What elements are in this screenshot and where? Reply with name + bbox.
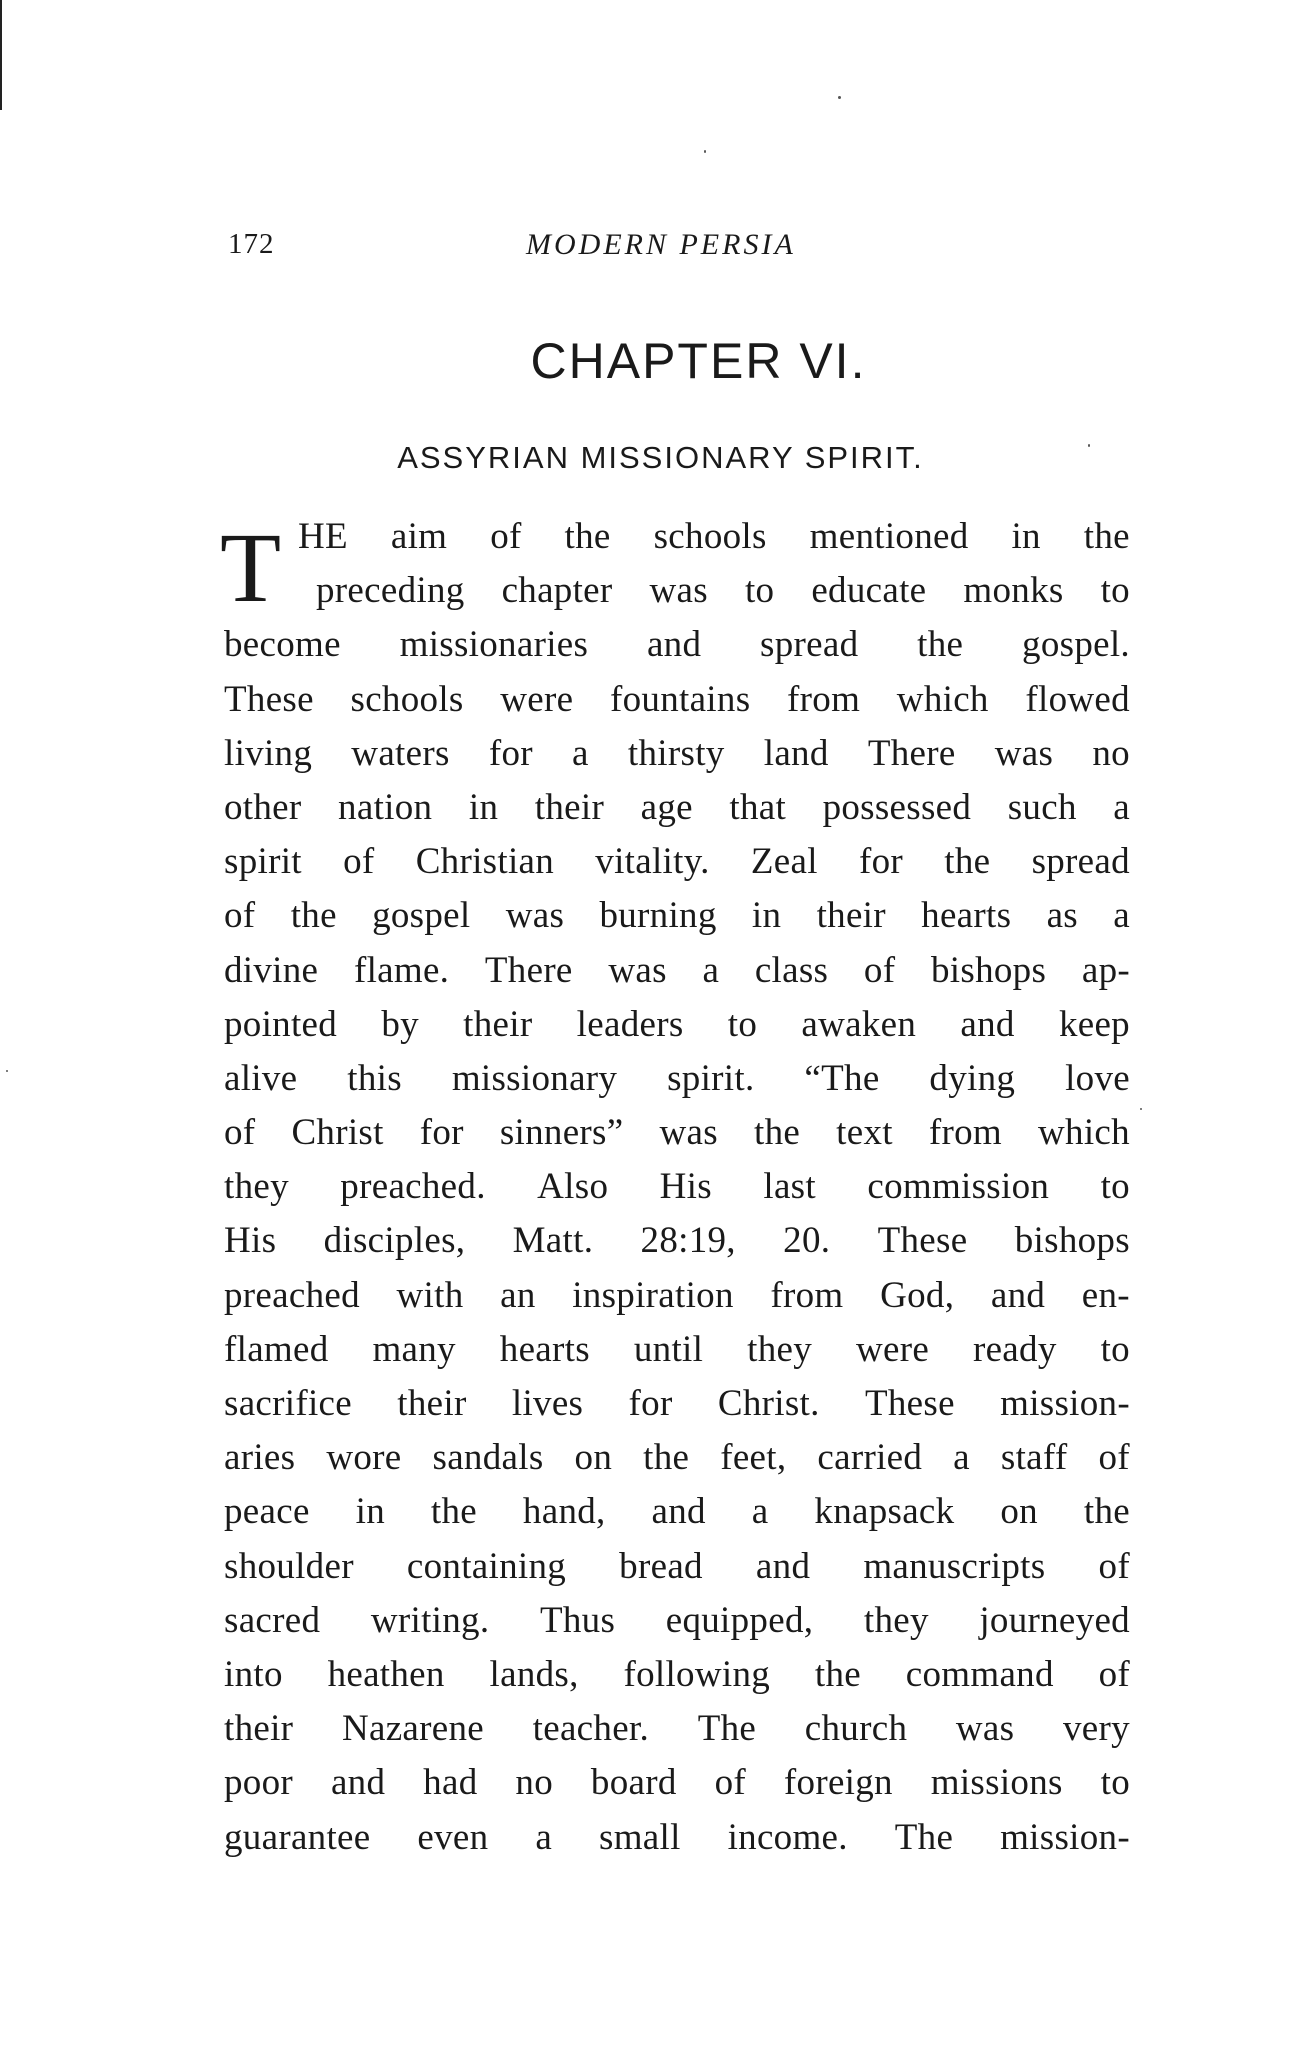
word: divine — [224, 949, 319, 991]
word: other — [224, 786, 302, 828]
word: the — [814, 1653, 861, 1695]
word: small — [599, 1816, 681, 1858]
word: from — [770, 1274, 844, 1316]
text-line — [224, 889, 1130, 943]
word: last — [763, 1166, 816, 1208]
text-line — [224, 1377, 1130, 1431]
word: hearts — [921, 895, 1012, 937]
word: their — [816, 895, 886, 937]
word: bishops — [1014, 1220, 1130, 1262]
word: a — [1113, 786, 1130, 828]
word: was — [608, 949, 667, 991]
word: dying — [929, 1057, 1016, 1099]
word: on — [1000, 1491, 1038, 1533]
word: possessed — [822, 786, 972, 828]
word: of — [1098, 1545, 1130, 1587]
word: their — [224, 1708, 294, 1750]
page-number: 172 — [228, 228, 275, 260]
word: on — [574, 1437, 613, 1479]
word: until — [633, 1328, 704, 1370]
word: monks — [963, 570, 1064, 612]
word: in — [751, 895, 782, 937]
word: heathen — [327, 1653, 445, 1695]
word: to — [1100, 1328, 1130, 1370]
word: very — [1062, 1708, 1130, 1750]
word: staff — [1000, 1437, 1068, 1479]
page-header — [228, 228, 1118, 268]
text-line — [224, 1702, 1130, 1756]
text-line — [224, 1214, 1130, 1268]
word: spread — [760, 624, 859, 666]
text-line — [224, 1756, 1130, 1810]
running-title: MODERN PERSIA — [526, 228, 796, 261]
word: for — [859, 841, 904, 883]
word: with — [396, 1274, 464, 1316]
word: HE — [298, 516, 348, 557]
word: a — [1113, 895, 1130, 937]
word: mission- — [1000, 1383, 1130, 1424]
text-line — [224, 1431, 1130, 1485]
word: guarantee — [224, 1816, 371, 1858]
word: to — [744, 570, 775, 612]
word: feet, — [720, 1437, 787, 1479]
word: living — [224, 732, 313, 774]
word: of — [1098, 1653, 1130, 1695]
word: the — [564, 516, 611, 557]
word: of — [343, 841, 375, 883]
word: spirit — [224, 841, 302, 883]
word: Also — [537, 1166, 609, 1208]
word: gospel. — [1022, 624, 1130, 666]
text-line — [224, 1540, 1130, 1594]
word: These — [864, 1383, 955, 1424]
word: manuscripts — [863, 1545, 1046, 1587]
word: the — [1083, 1491, 1130, 1533]
text-line — [224, 1106, 1130, 1160]
word: There — [867, 732, 956, 774]
word: the — [430, 1491, 478, 1533]
word: no — [1092, 732, 1130, 774]
word: commission — [867, 1166, 1050, 1208]
word: to — [1100, 1166, 1130, 1208]
word: church — [804, 1708, 908, 1750]
word: this — [347, 1057, 402, 1099]
word: The — [697, 1708, 757, 1750]
word: to — [727, 1003, 758, 1045]
word: become — [224, 624, 341, 666]
word: for — [488, 732, 533, 774]
word: sinners” — [499, 1112, 624, 1154]
word: and — [755, 1545, 811, 1587]
text-line — [224, 1811, 1130, 1865]
word: was — [955, 1708, 1015, 1750]
word: was — [649, 570, 708, 612]
word: Christ. — [717, 1383, 820, 1424]
word: and — [960, 1003, 1015, 1045]
word: Zeal — [750, 841, 818, 883]
word: There — [484, 949, 573, 991]
word: a — [702, 949, 720, 991]
word: His — [659, 1166, 712, 1208]
word: the — [1083, 516, 1130, 557]
word: Christian — [415, 841, 555, 883]
word: their — [397, 1383, 467, 1424]
body-text — [220, 510, 1130, 1865]
word: was — [994, 732, 1054, 774]
word: their — [463, 1003, 533, 1045]
word: was — [659, 1112, 718, 1154]
text-line — [224, 618, 1130, 672]
word: which — [896, 678, 989, 720]
text-line — [224, 1323, 1130, 1377]
word: of — [714, 1762, 746, 1804]
word: were — [855, 1328, 930, 1370]
word: command — [905, 1653, 1054, 1695]
word: preceding — [316, 570, 465, 612]
word: land — [763, 732, 829, 774]
word: Christ — [291, 1112, 384, 1154]
word: an — [500, 1274, 536, 1316]
word: spread — [1031, 841, 1130, 883]
text-line — [224, 673, 1130, 727]
word: many — [372, 1328, 456, 1370]
word: the — [643, 1437, 690, 1479]
text-line — [224, 1594, 1130, 1648]
word: a — [535, 1816, 553, 1858]
word: mission- — [1000, 1816, 1130, 1858]
word: leaders — [576, 1003, 684, 1045]
text-line — [224, 564, 1130, 618]
word: into — [224, 1653, 283, 1695]
word: mentioned — [809, 516, 969, 557]
word: the — [754, 1112, 801, 1154]
word: from — [928, 1112, 1002, 1154]
scan-speck — [704, 150, 706, 153]
word: they — [224, 1166, 289, 1208]
word: pointed — [224, 1003, 338, 1045]
word: following — [623, 1653, 771, 1695]
word: of — [224, 895, 256, 937]
word: keep — [1058, 1003, 1130, 1045]
word: teacher. — [532, 1708, 650, 1750]
word: was — [505, 895, 565, 937]
word: knapsack — [814, 1491, 955, 1533]
word: the — [290, 895, 337, 937]
word: love — [1065, 1057, 1130, 1099]
word: the — [917, 624, 964, 666]
word: ap- — [1081, 949, 1130, 991]
word: peace — [224, 1491, 310, 1533]
word: a — [751, 1491, 769, 1533]
word: that — [729, 786, 787, 828]
word: bishops — [931, 949, 1047, 991]
word: to — [1100, 1762, 1130, 1804]
drop-cap: T — [220, 512, 282, 623]
text-line — [224, 1269, 1130, 1323]
scan-speck — [6, 1070, 8, 1072]
word: His — [224, 1220, 277, 1262]
word: containing — [406, 1545, 567, 1587]
text-line — [224, 781, 1130, 835]
word: even — [417, 1816, 489, 1858]
word: which — [1038, 1112, 1130, 1154]
word: income. — [727, 1816, 848, 1858]
word: missionaries — [399, 624, 589, 666]
word: thirsty — [627, 732, 725, 774]
word: alive — [224, 1057, 298, 1099]
text-line — [224, 944, 1130, 998]
word: missionary — [451, 1057, 618, 1099]
word: chapter — [501, 570, 613, 612]
word: and — [330, 1762, 386, 1804]
word: Nazarene — [341, 1708, 485, 1750]
chapter-subtitle: ASSYRIAN MISSIONARY SPIRIT. — [397, 440, 924, 475]
word: in — [1011, 516, 1041, 557]
word: disciples, — [323, 1220, 466, 1262]
word: they — [863, 1599, 929, 1641]
word: flamed — [224, 1328, 329, 1370]
text-line — [224, 1648, 1130, 1702]
text-line — [224, 835, 1130, 889]
word: fountains — [609, 678, 751, 720]
scan-edge-shadow — [0, 0, 2, 110]
word: journeyed — [979, 1599, 1130, 1641]
word: schools — [653, 516, 767, 557]
word: lands, — [489, 1653, 579, 1695]
word: aim — [390, 516, 448, 557]
word: to — [1100, 570, 1130, 612]
word: sacrifice — [224, 1383, 352, 1424]
word: and — [990, 1274, 1046, 1316]
word: board — [590, 1762, 677, 1804]
word: foreign — [783, 1762, 893, 1804]
word: The — [894, 1816, 954, 1858]
word: class — [754, 949, 829, 991]
word: vitality. — [595, 841, 710, 883]
word: the — [944, 841, 991, 883]
word: no — [515, 1762, 554, 1804]
word: flame. — [353, 949, 450, 991]
word: 28:19, — [640, 1220, 736, 1262]
word: sandals — [432, 1437, 544, 1479]
text-line — [224, 727, 1130, 781]
word: writing. — [370, 1599, 490, 1641]
word: waters — [351, 732, 450, 774]
chapter-title: CHAPTER VI. — [530, 333, 867, 389]
word: equipped, — [665, 1599, 814, 1641]
word: in — [355, 1491, 385, 1533]
word: burning — [599, 895, 717, 937]
word: 20. — [783, 1220, 831, 1262]
word: as — [1046, 895, 1078, 937]
word: shoulder — [224, 1545, 354, 1587]
word: a — [953, 1437, 970, 1479]
text-line — [224, 510, 1130, 564]
word: ready — [972, 1328, 1057, 1370]
word: wore — [326, 1437, 402, 1479]
word: they — [747, 1328, 813, 1370]
word: lives — [511, 1383, 584, 1424]
scan-speck — [1088, 444, 1090, 447]
word: Thus — [539, 1599, 616, 1641]
word: nation — [338, 786, 433, 828]
word: and — [646, 624, 702, 666]
word: en- — [1081, 1274, 1130, 1316]
word: age — [640, 786, 693, 828]
word: Matt. — [512, 1220, 594, 1262]
word: sacred — [224, 1599, 321, 1641]
text-line — [224, 1485, 1130, 1539]
word: gospel — [372, 895, 471, 937]
word: “The — [804, 1057, 880, 1099]
text-line — [224, 1160, 1130, 1214]
word: had — [423, 1762, 478, 1804]
word: These — [877, 1220, 968, 1262]
word: of — [1098, 1437, 1130, 1479]
word: bread — [619, 1545, 703, 1587]
word: carried — [817, 1437, 923, 1479]
text-line — [224, 1052, 1130, 1106]
word: flowed — [1025, 678, 1130, 720]
word: from — [787, 678, 861, 720]
word: missions — [930, 1762, 1063, 1804]
scan-speck — [838, 96, 841, 99]
word: aries — [224, 1437, 296, 1479]
word: of — [863, 949, 896, 991]
word: such — [1007, 786, 1077, 828]
word: preached. — [340, 1166, 486, 1208]
word: hand, — [522, 1491, 606, 1533]
word: preached — [224, 1274, 360, 1316]
word: poor — [224, 1762, 294, 1804]
word: and — [651, 1491, 706, 1533]
word: spirit. — [667, 1057, 755, 1099]
word: for — [628, 1383, 673, 1424]
word: a — [572, 732, 589, 774]
word: inspiration — [572, 1274, 734, 1316]
word: of — [490, 516, 522, 557]
word: of — [224, 1112, 256, 1154]
word: for — [419, 1112, 464, 1154]
word: their — [534, 786, 605, 828]
word: God, — [880, 1274, 955, 1316]
word: hearts — [499, 1328, 590, 1370]
word: These — [224, 678, 314, 720]
word: awaken — [801, 1003, 917, 1045]
text-line — [224, 998, 1130, 1052]
word: were — [500, 678, 574, 720]
word: schools — [350, 678, 464, 720]
word: in — [468, 786, 499, 828]
scan-speck — [1140, 1108, 1142, 1110]
word: by — [381, 1003, 419, 1045]
word: text — [836, 1112, 893, 1154]
word: educate — [811, 570, 927, 612]
